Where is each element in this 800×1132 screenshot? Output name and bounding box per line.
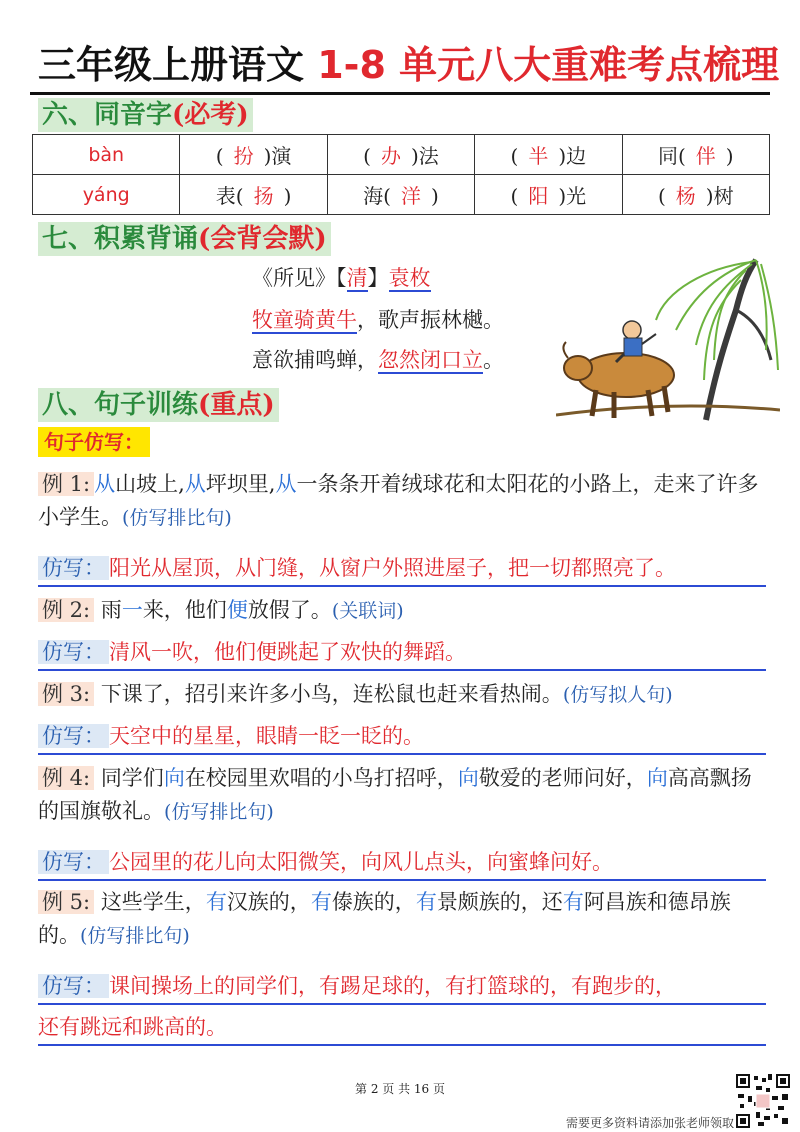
poem-line-2-c: 。	[483, 348, 504, 372]
poem-author: 袁枚	[388, 266, 431, 290]
answer-char: 扮	[233, 144, 254, 168]
example-1	[38, 468, 766, 535]
section-8-label: 八、句子训练	[42, 390, 199, 420]
keyword: 有	[562, 890, 584, 914]
imitation-2	[38, 636, 766, 671]
example-text: 来，他们	[142, 598, 227, 622]
qr-code-icon	[734, 1072, 792, 1130]
word-pre: 同(	[657, 144, 686, 168]
word-cell	[180, 135, 327, 175]
poem-line-1-b: ，歌声振林樾。	[357, 308, 504, 332]
word-pre: (	[510, 144, 519, 168]
example-text: 雨	[100, 598, 122, 622]
word-cell	[475, 175, 622, 215]
word-cell	[327, 175, 474, 215]
example-text: 这些学生，	[100, 890, 206, 914]
page-number: 第 2 页 共 16 页	[355, 1082, 445, 1096]
example-hint: (仿写排比句)	[80, 925, 190, 947]
example-tag: 例 5:	[38, 890, 94, 914]
pinyin-cell: bàn	[33, 135, 180, 175]
herdboy-ox-illustration	[556, 250, 780, 430]
poem-line-2	[252, 344, 552, 374]
word-pre: 海(	[363, 184, 391, 208]
word-cell	[180, 175, 327, 215]
section-7-paren: (会背会默)	[198, 224, 327, 254]
word-pre: 表(	[215, 184, 244, 208]
title-divider	[30, 92, 770, 95]
keyword: 有	[310, 890, 332, 914]
example-text: 放假了。	[247, 598, 332, 622]
keyword: 向	[457, 766, 479, 790]
imitation-text: 课间操场上的同学们，有踢足球的，有打篮球的，有跑步的，	[109, 974, 676, 998]
example-hint: (仿写排比句)	[122, 507, 232, 529]
word-cell	[622, 175, 769, 215]
example-tag: 例 3:	[38, 682, 94, 706]
word-pre: (	[215, 144, 224, 168]
example-text: 傣族的，	[331, 890, 416, 914]
poem-line-1	[252, 304, 552, 334]
word-post: )树	[705, 184, 734, 208]
poem-line-2-a: 意欲捕鸣蝉，	[252, 348, 378, 372]
keyword: 从	[184, 472, 206, 496]
section-8-paren: (重点)	[198, 390, 275, 420]
word-cell	[475, 135, 622, 175]
example-text: 同学们	[100, 766, 164, 790]
answer-char: 洋	[400, 184, 421, 208]
poem-line-1-a: 牧童骑黄牛	[252, 308, 357, 332]
word-pre: (	[363, 144, 371, 168]
word-post: )	[725, 144, 734, 168]
homophone-table	[32, 134, 770, 215]
section-8-heading	[38, 388, 279, 422]
answer-char: 阳	[528, 184, 549, 208]
title-part1: 三年级上册语文	[38, 43, 318, 87]
word-pre: (	[510, 184, 519, 208]
keyword: 一	[121, 598, 143, 622]
table-row	[33, 135, 770, 175]
answer-char: 办	[380, 144, 401, 168]
imitation-3	[38, 720, 766, 755]
keyword: 便	[226, 598, 248, 622]
imitation-5-line-1	[38, 970, 766, 1005]
word-post: )演	[263, 144, 292, 168]
imitation-4	[38, 846, 766, 881]
imitation-5-line-2	[38, 1011, 766, 1046]
word-pre: (	[657, 184, 666, 208]
word-post: )	[430, 184, 439, 208]
example-text: 高高飘扬的国旗敬礼。	[38, 766, 752, 823]
example-text: 下课了，招引来许多小鸟，连松鼠也赶来看热闹。	[100, 682, 563, 706]
example-2	[38, 594, 766, 628]
imitate-label: 句子仿写：	[38, 427, 150, 457]
pinyin-cell: yáng	[33, 175, 180, 215]
imitation-text: 还有跳远和跳高的。	[38, 1015, 227, 1039]
word-cell	[327, 135, 474, 175]
imitation-5	[38, 970, 766, 1046]
keyword: 向	[163, 766, 185, 790]
example-tag: 例 2:	[38, 598, 94, 622]
section-6-heading	[38, 98, 253, 132]
imitation-text: 公园里的花儿向太阳微笑，向风儿点头，向蜜蜂问好。	[109, 850, 613, 874]
section-6-label: 六、同音字	[42, 100, 173, 130]
title-part2: 1-8 单元八大重难考点梳理	[317, 43, 780, 87]
imitation-tag: 仿写：	[38, 850, 109, 874]
answer-char: 伴	[695, 144, 716, 168]
contact-note: 需要更多资料请添加张老师领取	[566, 1116, 735, 1130]
section-7-heading	[38, 222, 331, 256]
example-text: 汉族的，	[226, 890, 311, 914]
section-7-label: 七、积累背诵	[42, 224, 199, 254]
imitation-tag: 仿写：	[38, 640, 109, 664]
poem-title-pre: 《所见》【	[252, 266, 347, 290]
section-6-paren: (必考)	[172, 100, 249, 130]
keyword: 从	[275, 472, 297, 496]
answer-char: 杨	[675, 184, 696, 208]
word-post: )边	[558, 144, 587, 168]
example-text: 一条条开着绒球花和太阳花的小路上，走来了许多小学生。	[38, 472, 759, 529]
poem-dynasty: 清	[346, 266, 368, 290]
poem-title	[252, 262, 552, 292]
imitation-tag: 仿写：	[38, 556, 109, 580]
example-4	[38, 762, 766, 829]
imitation-tag: 仿写：	[38, 724, 109, 748]
example-text: 敬爱的老师问好，	[478, 766, 647, 790]
keyword: 从	[94, 472, 116, 496]
example-5	[38, 886, 766, 953]
example-text: 景颇族的，还	[436, 890, 563, 914]
imitation-text: 清风一吹，他们便跳起了欢快的舞蹈。	[109, 640, 466, 664]
example-text: 坪坝里,	[205, 472, 276, 496]
example-tag: 例 1:	[38, 472, 94, 496]
word-post: )光	[558, 184, 587, 208]
poem-title-mid: 】	[367, 266, 389, 290]
word-post: )	[283, 184, 292, 208]
imitation-tag: 仿写：	[38, 974, 109, 998]
word-post: )法	[410, 144, 439, 168]
example-tag: 例 4:	[38, 766, 94, 790]
imitation-text: 天空中的星星，眼睛一眨一眨的。	[109, 724, 424, 748]
example-hint: (仿写拟人句)	[562, 684, 673, 706]
example-text: 山坡上,	[115, 472, 185, 496]
page-title	[38, 38, 780, 92]
word-cell	[622, 135, 769, 175]
example-hint: (关联词)	[331, 600, 404, 622]
example-text: 在校园里欢唱的小鸟打招呼，	[184, 766, 458, 790]
example-hint: (仿写排比句)	[164, 801, 274, 823]
example-3	[38, 678, 766, 712]
answer-char: 扬	[253, 184, 274, 208]
table-row	[33, 175, 770, 215]
poem-line-2-b: 忽然闭口立	[378, 348, 483, 372]
example-text: 阿昌族和德昂族的。	[38, 890, 731, 947]
keyword: 有	[415, 890, 437, 914]
imitation-text: 阳光从屋顶，从门缝，从窗户外照进屋子，把一切都照亮了。	[109, 556, 676, 580]
answer-char: 半	[528, 144, 549, 168]
imitation-1	[38, 552, 766, 587]
keyword: 向	[646, 766, 668, 790]
keyword: 有	[205, 890, 227, 914]
